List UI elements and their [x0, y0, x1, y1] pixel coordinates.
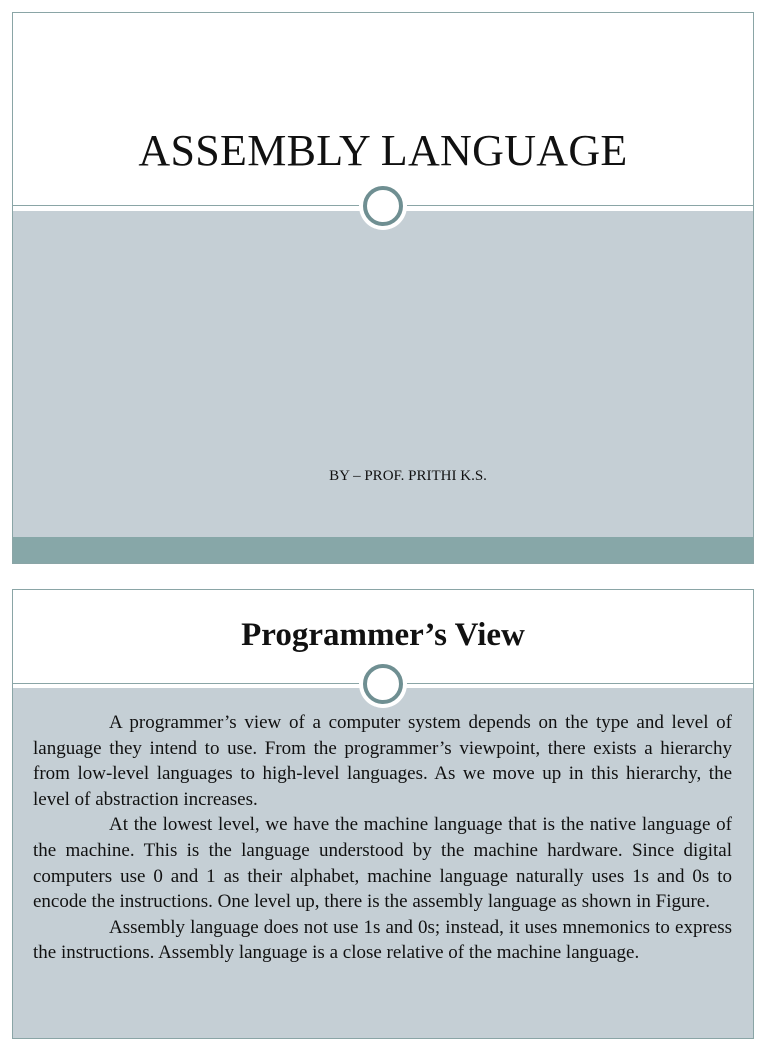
paragraph: A programmer’s view of a computer system depends on the type and level of language they intend to use. From the programmer’s viewpoint, there exists a hierarchy from low-level languages to high-level languages. As we move up in this hierarchy, the level of abstraction increases. [33, 712, 732, 810]
slide-title: ASSEMBLY LANGUAGE [138, 126, 628, 175]
ring-ornament-icon [363, 664, 403, 704]
ring-ornament-icon [363, 186, 403, 226]
paragraph: At the lowest level, we have the machine language that is the native language of the machine. This is the language understood by the machine hardware. Since digital computers use 0 and 1 as their alphabet, machine language naturally uses 1s and 0s to encode the instructions. One level up, there is the assembly language as shown in Figure. [33, 814, 732, 913]
paragraph: Assembly language does not use 1s and 0s; instead, it uses mnemonics to express the instructions. Assembly language is a close relative of the machine language. [33, 916, 732, 964]
author-byline: BY – PROF. PRITHI K.S. [329, 468, 487, 484]
title-slide-body [13, 211, 753, 537]
content-slide [12, 589, 754, 1039]
bottom-band [13, 537, 753, 564]
title-slide-header [13, 13, 753, 205]
title-slide [12, 12, 754, 564]
slide-body-text [33, 710, 732, 966]
slide-title: Programmer’s View [241, 617, 525, 653]
